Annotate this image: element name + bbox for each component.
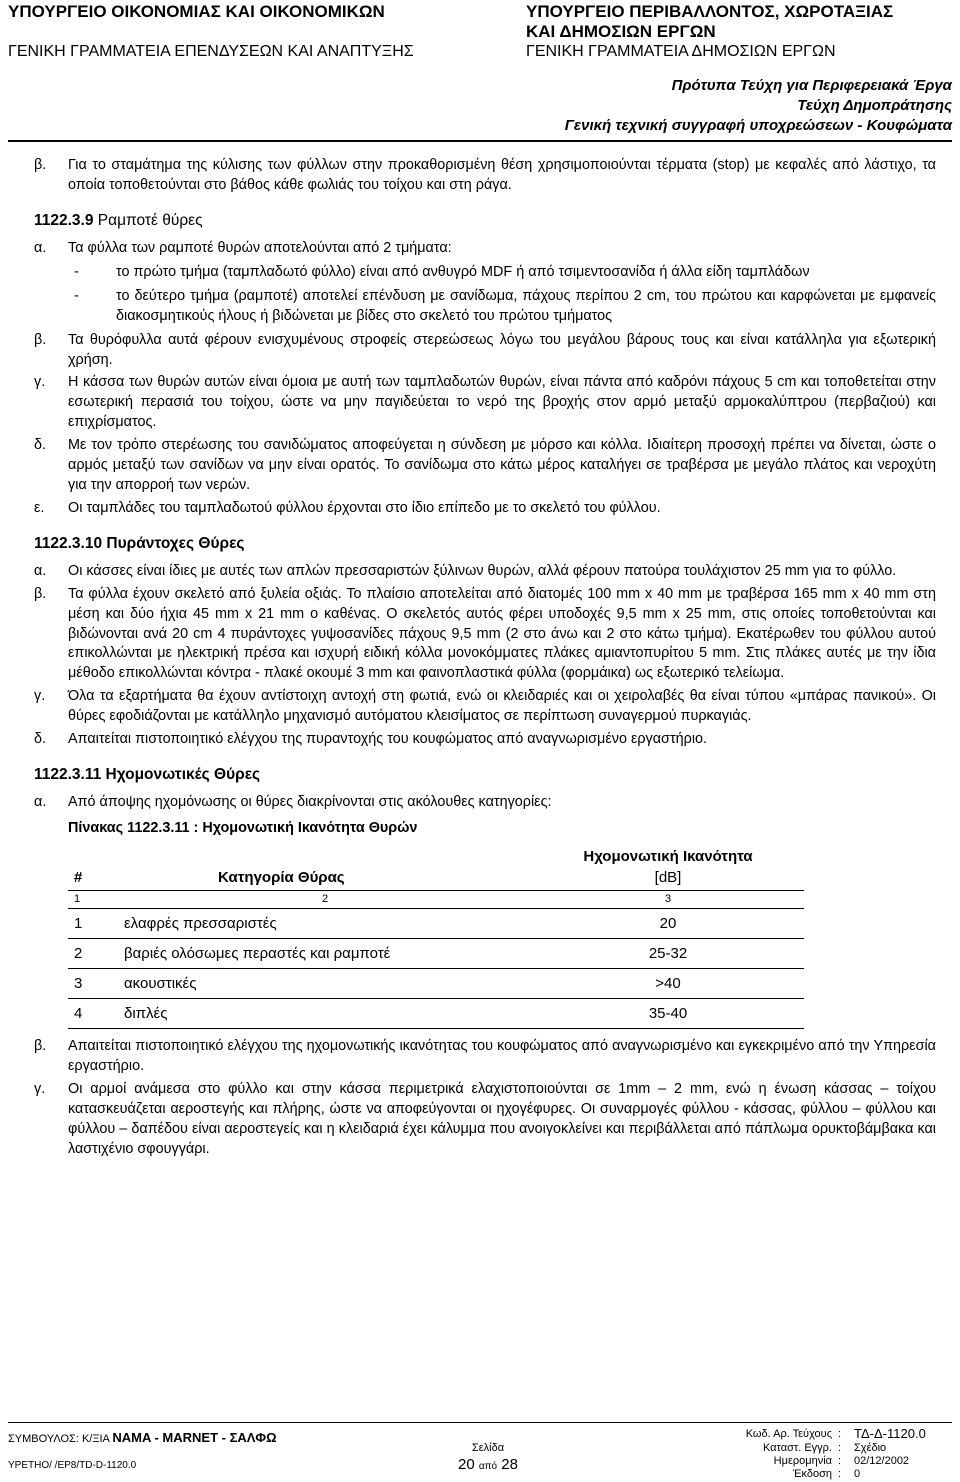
footer-consultant-prefix: ΣΥΜΒΟΥΛΟΣ: Κ/ΞΙΑ	[8, 1433, 110, 1445]
section-11-item-a	[34, 793, 936, 813]
item-text: Για το σταμάτημα της κύλισης των φύλλων στην προκαθορισμένη θέση χρησιμοποιούνται τέρματα (stop) με κεφαλές από λάστιχο, τα οποία τοποθετούνται στο βάθος κάθε φωλιάς του τοίχου και στη ράγα.	[68, 157, 936, 193]
item-text: Τα φύλλα των ραμποτέ θυρών αποτελούνται από 2 τμήματα:	[68, 240, 452, 257]
item-label: γ.	[34, 688, 46, 705]
section-9-item-b	[34, 331, 936, 371]
row-category: διπλές	[118, 999, 532, 1029]
footer-code-label: Κωδ. Αρ. Τεύχους	[745, 1428, 832, 1440]
header-left-secretariat: ΓΕΝΙΚΗ ΓΡΑΜΜΑΤΕΙΑ ΕΠΕΝΔΥΣΕΩΝ ΚΑΙ ΑΝΑΠΤΥΞΗΣ	[8, 43, 414, 60]
header-right-secretariat: ΓΕΝΙΚΗ ΓΡΑΜΜΑΤΕΙΑ ΔΗΜΟΣΙΩΝ ΕΡΓΩΝ	[526, 43, 836, 60]
footer-code-value: ΤΔ-Δ-1120.0	[854, 1426, 926, 1441]
section-9-sub-1	[54, 263, 936, 283]
dash-bullet: -	[74, 264, 79, 280]
section-10-item-c	[34, 687, 936, 727]
item-text: Απαιτείται πιστοποιητικό ελέγχου της ηχομονωτικής ικανότητας του κουφώματος από αναγνωρισμένο και εγκεκριμένο από την Υπηρεσία εργαστήριο.	[68, 1038, 936, 1075]
row-db: 35-40	[532, 999, 804, 1029]
footer-consultant-name: NAMA - MARNET - ΣΑΛΦΩ	[112, 1430, 277, 1445]
row-number: 1	[68, 909, 118, 939]
sound-insulation-table	[68, 845, 804, 1030]
header-left-ministry: ΥΠΟΥΡΓΕΙΟ ΟΙΚΟΝΟΜΙΑΣ ΚΑΙ ΟΙΚΟΝΟΜΙΚΩΝ	[8, 2, 385, 21]
item-label: ε.	[34, 499, 45, 516]
item-text: Τα φύλλα έχουν σκελετό από ξυλεία οξιάς. Το πλαίσιο αποτελείται από διατομές 100 mm x 40 mm με τραβέρσα 165 mm x 40 mm στη μέση και δύο ήχια 45 mm x 21 mm ο καθένας. Ο σκελετός αυτός φέρει υποδοχές 9,5 mm x 25 mm, στις οποίες τοποθετούνται και βιδώνονται ανά 20 cm 4 πυράντοχες γυψοσανίδες πάχους 9,5 mm (2 στο άνω και 2 στο κάτω τμήμα). Εκατέρωθεν του φύλλου αυτού επικολλώνται με ηλεκτρική πρέσα και ισχυρή ειδική κόλλα μονοκόμματες πλάκες αμιαντοπυρίτου 5 mm. Στις πλάκες αυτές με την ίδια μέθοδο επικολλώνται κόντρα - πλακέ οκουμέ 3 mm και φαινοπλαστικά φύλλα (φορμάικα) ως εξωτερικό τελείωμα.	[68, 585, 936, 682]
item-label: α.	[34, 794, 47, 811]
col-number-3: 3	[532, 891, 804, 909]
header-doc-line-2: Τεύχη Δημοπράτησης	[797, 97, 952, 114]
footer-colon: :	[838, 1442, 842, 1454]
item-text: Τα θυρόφυλλα αυτά φέρουν ενισχυμένους στροφείς στερεώσεως λόγω του μεγάλου βάρους τους και είναι κατάλληλα για εξωτερική χρήση.	[68, 331, 936, 368]
section-9-item-d	[34, 436, 936, 496]
section-11-heading: 1122.3.11 Ηχομονωτικές Θύρες	[34, 765, 261, 783]
section-9-sub-2	[54, 287, 936, 327]
col-number-1: 1	[68, 891, 118, 909]
item-text: Όλα τα εξαρτήματα θα έχουν αντίστοιχη αντοχή στη φωτιά, ενώ οι κλειδαριές και οι χειρολαβές θα είναι τύπου «μπάρας πανικού». Οι θύρες εφοδιάζονται με κατάλληλο μηχανισμό αυτόματου κλεισίματος σε περίπτωση συναγερμού πυρκαγιάς.	[68, 688, 936, 724]
header-rule	[8, 140, 952, 142]
item-text: Η κάσσα των θυρών αυτών είναι όμοια με αυτή των ταμπλαδωτών θυρών, είναι πάντα από καδρόνι πάχους 5 cm και τοποθετείται στην εσωτερική περασιά του τοίχου, ώστε να μην παγιδεύεται το νερό της βροχής στον αρμό μεταξύ αρμοκαλύπτρου (περβαζιού) και επιχρίσματος.	[68, 374, 936, 431]
footer-page-label: Σελίδα	[471, 1442, 505, 1454]
col-capacity-header	[532, 845, 804, 891]
section-9-heading	[34, 210, 936, 231]
footer-edition-value: 0	[854, 1468, 861, 1480]
footer-colon: :	[838, 1468, 842, 1480]
section-10-heading: 1122.3.10 Πυράντοχες Θύρες	[34, 534, 245, 552]
header-doc-line-3: Γενική τεχνική συγγραφή υποχρεώσεων - Κουφώματα	[564, 117, 952, 134]
row-number: 2	[68, 939, 118, 969]
section-9-item-c	[34, 373, 936, 433]
footer-date-label: Ημερομηνία	[773, 1455, 832, 1467]
item-label: β.	[34, 585, 47, 602]
item-label: α.	[34, 240, 47, 257]
footer-file-code: ΥΡΕΤΗΟ/ /ΕΡ8/TD-D-1120.0	[8, 1460, 137, 1471]
page-footer	[8, 1422, 952, 1479]
table-row	[68, 939, 804, 969]
section-11-item-b	[34, 1037, 936, 1077]
page-number: 20	[458, 1456, 475, 1473]
item-text: Απαιτείται πιστοποιητικό ελέγχου της πυραντοχής του κουφώματος από αναγνωρισμένο εργαστήριο.	[68, 730, 708, 747]
item-label: δ.	[34, 730, 47, 747]
sub-text: το πρώτο τμήμα (ταμπλαδωτό φύλλο) είναι από ανθυγρό MDF ή από τσιμεντοσανίδα ή άλλα είδη ταμπλάδων	[116, 264, 810, 280]
col-hash-header: #	[74, 868, 83, 886]
section-9-item-e	[34, 499, 936, 519]
section-10-item-a	[34, 562, 936, 582]
header-right-ministry-2: ΚΑΙ ΔΗΜΟΣΙΩΝ ΕΡΓΩΝ	[526, 22, 716, 41]
header-doc-line-1: Πρότυπα Τεύχη για Περιφερειακά Έργα	[671, 77, 952, 94]
footer-colon: :	[838, 1428, 842, 1440]
row-category: ελαφρές πρεσσαριστές	[118, 909, 532, 939]
item-label: δ.	[34, 437, 47, 453]
section-10-item-d	[34, 730, 936, 750]
col-capacity-title: Ηχομονωτική Ικανότητα	[583, 847, 753, 865]
col-capacity-unit: [dB]	[654, 868, 682, 886]
section-9-title: Ραμποτέ θύρες	[97, 211, 203, 229]
item-label: β.	[34, 157, 47, 173]
footer-page-number	[448, 1455, 528, 1476]
row-db: 25-32	[532, 939, 804, 969]
intro-item	[34, 156, 936, 196]
item-text: Οι ταμπλάδες του ταμπλαδωτού φύλλου έρχονται στο ίδιο επίπεδο με το σκελετό του φύλλου.	[68, 499, 661, 516]
item-text: Οι κάσσες είναι ίδιες με αυτές των απλών πρεσσαριστών ξύλινων θυρών, αλλά φέρουν πατούρα τουλάχιστον 25 mm για το φύλλο.	[68, 562, 897, 579]
header-document-title	[565, 76, 952, 136]
item-label: β.	[34, 331, 47, 348]
table-row	[68, 999, 804, 1029]
footer-state-value: Σχέδιο	[854, 1442, 887, 1454]
section-9-number: 1122.3.9	[34, 211, 94, 229]
item-text: Από άποψης ηχομόνωσης οι θύρες διακρίνονται στις ακόλουθες κατηγορίες:	[68, 794, 552, 811]
footer-edition-label: Έκδοση	[792, 1468, 832, 1480]
col-category-header: Κατηγορία Θύρας	[218, 868, 345, 886]
header-right-ministry-1: ΥΠΟΥΡΓΕΙΟ ΠΕΡΙΒΑΛΛΟΝΤΟΣ, ΧΩΡΟΤΑΞΙΑΣ	[526, 2, 894, 21]
item-label: γ.	[34, 1081, 46, 1098]
document-body	[34, 156, 936, 1163]
row-db: >40	[532, 969, 804, 999]
row-number: 3	[68, 969, 118, 999]
item-label: α.	[34, 562, 47, 579]
footer-date-value: 02/12/2002	[854, 1455, 910, 1467]
footer-colon: :	[838, 1455, 842, 1467]
page-of: από	[478, 1461, 498, 1472]
sub-text: το δεύτερο τμήμα (ραμποτέ) αποτελεί επένδυση με σανίδωμα, πάχους περίπου 2 cm, του πρώτου και καρφώνεται με εμφανείς διακοσμητικούς ήλους ή βιδώνεται με βίδες στο σκελετό του πρώτου τμήματος	[116, 287, 936, 324]
row-db: 20	[532, 909, 804, 939]
section-9-item-a	[34, 239, 936, 259]
table-column-numbers	[68, 891, 804, 909]
row-category: ακουστικές	[118, 969, 532, 999]
table-header-row	[68, 845, 804, 891]
dash-bullet: -	[74, 287, 79, 304]
row-category: βαριές ολόσωμες περαστές και ραμποτέ	[118, 939, 532, 969]
section-10-item-b	[34, 585, 936, 684]
item-label: β.	[34, 1038, 47, 1055]
footer-consultant	[8, 1429, 277, 1447]
item-label: γ.	[34, 374, 46, 391]
table-caption: Πίνακας 1122.3.11 : Ηχομονωτική Ικανότητα Θυρών	[68, 820, 418, 836]
section-11-item-c	[34, 1080, 936, 1160]
item-text: Οι αρμοί ανάμεσα στο φύλλο και στην κάσσα περιμετρικά ελαχιστοποιούνται σε 1mm – 2 mm, ενώ η ένωση κάσσας – τοίχου κατασκευάζεται αεροστεγής και πλήρης, ώστε να αποφεύγονται οι ηχογέφυρες. Οι συναρμογές φύλλου - κάσσας, φύλλου – φύλλου και φύλλου – δαπέδου είναι αεροστεγείς και η κλειδαριά έχει κάλυμμα που ανοιγοκλείνει και περιβάλλεται από πάπλωμα ορυκτοβάμβακα και λαστιχένιο σφουγγάρι.	[68, 1081, 936, 1157]
footer-state-label: Καταστ. Εγγρ.	[762, 1442, 832, 1454]
item-text: Με τον τρόπο στερέωσης του σανιδώματος αποφεύγεται η σύνδεση με μόρσο και κόλλα. Ιδιαίτερη προσοχή πρέπει να δίνεται, ώστε ο αρμός μεταξύ των σανίδων να μην είναι ορατός. Το σανίδωμα στο κάτω μέρος καταλήγει σε τραβέρσα με μεγάλο πλάτος και νεροχύτη για την απορροή των νερών.	[68, 437, 936, 493]
col-number-2: 2	[118, 891, 532, 909]
row-number: 4	[68, 999, 118, 1029]
table-row	[68, 909, 804, 939]
table-row	[68, 969, 804, 999]
page-total: 28	[501, 1456, 518, 1473]
